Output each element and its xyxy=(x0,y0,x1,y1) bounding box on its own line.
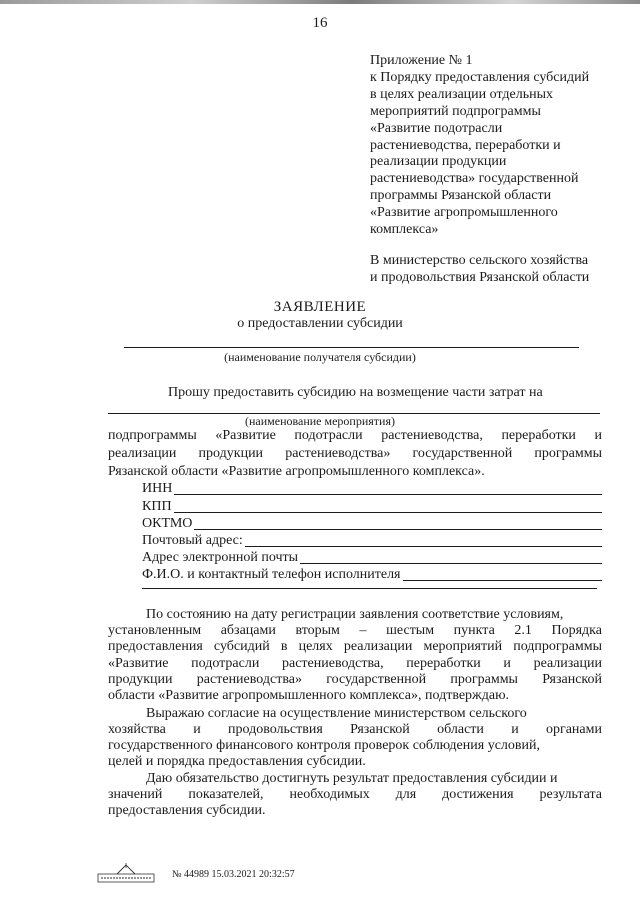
para1-line: области «Развитие агропромышленного комплекса», подтверждаю. xyxy=(108,688,510,703)
para1-line xyxy=(108,623,602,639)
registry-stamp-icon xyxy=(97,862,155,884)
para2-line xyxy=(108,722,602,738)
document-subtitle: о предоставлении субсидии xyxy=(237,316,403,331)
para3-text: значений показателей, необходимых для достижения результата xyxy=(108,787,602,802)
oktmo-field[interactable]: ОКТМО xyxy=(142,516,602,532)
annex-block xyxy=(370,53,630,239)
annex-line: Приложение № 1 xyxy=(370,53,473,68)
para1-line xyxy=(108,639,602,655)
event-caption: (наименование мероприятия) xyxy=(245,414,395,428)
program-text: реализации продукции растениеводства» государственной программы xyxy=(108,446,602,461)
para3-line: предоставления субсидии. xyxy=(108,803,266,818)
para2-line: Выражаю согласие на осуществление министерством сельского xyxy=(146,706,527,721)
kpp-field[interactable]: КПП xyxy=(142,499,602,515)
recipient-caption: (наименование получателя субсидии) xyxy=(224,350,416,364)
annex-line: растениеводства, переработки и xyxy=(370,137,561,153)
para3-line: Даю обязательство достигнуть результат предоставления субсидии и xyxy=(146,771,558,786)
contact-field[interactable]: Ф.И.О. и контактный телефон исполнителя xyxy=(142,567,602,583)
scan-top-edge xyxy=(0,0,640,4)
para2-text: хозяйства и продовольствия Рязанской области и органами xyxy=(108,722,602,737)
postal-address-field[interactable]: Почтовый адрес: xyxy=(142,533,602,549)
annex-line: реализации продукции xyxy=(370,154,507,170)
annex-line: программы Рязанской области xyxy=(370,188,552,204)
para1-text: «Развитие подотрасли растениеводства, переработки и реализации xyxy=(108,656,602,671)
para1-text: установленным абзацами вторым – шестым пункта 2.1 Порядка xyxy=(108,623,602,638)
program-line: Рязанской области «Развитие агропромышленного комплекса». xyxy=(108,464,485,479)
annex-line: «Развитие подотрасли xyxy=(370,120,503,136)
para1-line xyxy=(108,656,602,672)
annex-line: в целях реализации отдельных xyxy=(370,86,554,102)
email-field[interactable]: Адрес электронной почты xyxy=(142,550,602,566)
para1-line: По состоянию на дату регистрации заявления соответствие условиям, xyxy=(146,607,564,622)
program-line xyxy=(108,446,602,462)
para1-line xyxy=(108,672,602,688)
annex-line: мероприятий подпрограммы xyxy=(370,103,541,119)
request-line: Прошу предоставить субсидию на возмещение части затрат на xyxy=(168,385,543,400)
addressee-line: В министерство сельского хозяйства xyxy=(370,253,589,268)
contact-extra-line xyxy=(142,588,597,589)
inn-field[interactable]: ИНН xyxy=(142,481,602,497)
annex-line: к Порядку предоставления субсидий xyxy=(370,69,590,85)
para2-line: государственного финансового контроля проверок соблюдения условий, xyxy=(108,738,540,753)
addressee-block xyxy=(370,252,589,286)
program-line xyxy=(108,428,602,444)
para3-line xyxy=(108,787,602,803)
annex-line: комплекса» xyxy=(370,222,439,238)
program-text: подпрограммы «Развитие подотрасли растениеводства, переработки и xyxy=(108,428,602,443)
para1-text: продукции растениеводства» государственной программы Рязанской xyxy=(108,672,602,687)
page-number: 16 xyxy=(312,15,328,31)
para1-text: предоставления субсидий в целях реализации мероприятий подпрограммы xyxy=(108,639,602,654)
para2-line: целей и порядка предоставления субсидии. xyxy=(108,754,366,769)
annex-line: «Развитие агропромышленного xyxy=(370,205,558,221)
annex-line: растениеводства» государственной xyxy=(370,171,579,187)
addressee-line: и продовольствия Рязанской области xyxy=(370,270,590,285)
registration-stamp: № 44989 15.03.2021 20:32:57 xyxy=(172,869,295,880)
recipient-name-line xyxy=(124,347,579,348)
document-title: ЗАЯВЛЕНИЕ xyxy=(273,299,367,315)
